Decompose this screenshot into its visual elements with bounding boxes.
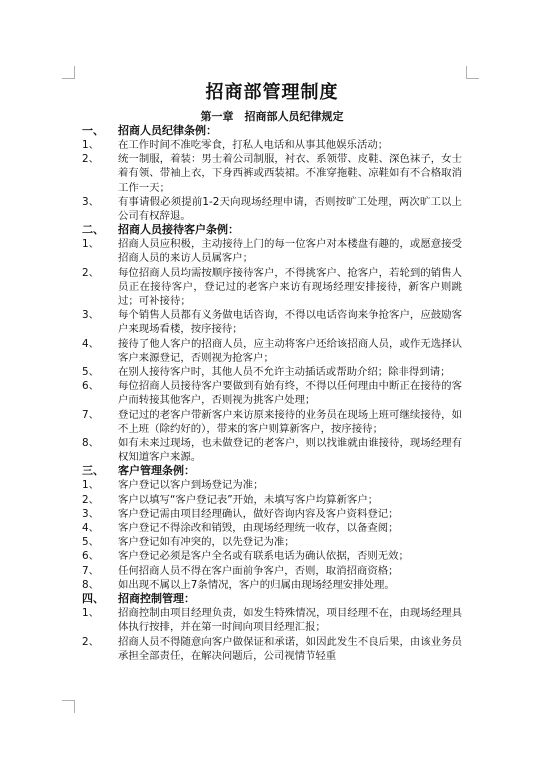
item-number: 4、 xyxy=(82,522,100,535)
item-text: 客户登记以客户到场登记为准； xyxy=(118,479,264,492)
list-item xyxy=(82,564,462,578)
item-text: 统一制服，着装：男士着公司制服，衬衣、系领带、皮鞋、深色袜子，女士着有领、带袖上衣，下身西裤或西装裙。不准穿拖鞋、凉鞋如有不合格取消工作一天； xyxy=(118,153,462,194)
crop-mark-top-right xyxy=(466,66,479,79)
crop-mark-top-left xyxy=(62,66,75,79)
list-item xyxy=(82,195,462,223)
item-number: 4、 xyxy=(82,337,100,350)
item-number: 7、 xyxy=(82,564,100,577)
section-title: 招商人员纪律条例： xyxy=(118,124,217,137)
list-item xyxy=(82,635,462,663)
list-item xyxy=(82,138,462,152)
item-number: 6、 xyxy=(82,550,100,563)
list-item xyxy=(82,578,462,592)
item-number: 2、 xyxy=(82,635,100,648)
list-item xyxy=(82,337,462,365)
item-number: 1、 xyxy=(82,139,100,151)
item-text: 客户以填写“客户登记表”开始，未填写客户均算新客户； xyxy=(118,493,379,506)
item-number: 2、 xyxy=(82,493,100,506)
item-number: 2、 xyxy=(82,266,100,279)
item-number: 2、 xyxy=(82,153,100,166)
list-item xyxy=(82,365,462,379)
section-number: 三、 xyxy=(82,464,104,478)
item-text: 每个销售人员都有义务做电话咨询，不得以电话咨询来争抢客户，应鼓励客户来现场看楼，按序接待； xyxy=(118,309,462,336)
item-text: 在工作时间不准吃零食，打私人电话和从事其他娱乐活动； xyxy=(118,139,389,151)
item-number: 8、 xyxy=(82,578,100,591)
item-number: 1、 xyxy=(82,479,100,492)
sections-container xyxy=(82,124,462,663)
section-number: 四、 xyxy=(82,592,104,606)
crop-mark-bottom-left xyxy=(62,700,75,713)
item-text: 登记过的老客户带新客户来访原来接待的业务员在现场上班可继续接待，如不上班（除约好的），带来的客户则算新客户，按序接待； xyxy=(118,408,462,435)
section-heading xyxy=(82,464,462,478)
section-title: 招商控制管理： xyxy=(118,592,195,606)
section-number: 二、 xyxy=(82,223,104,237)
item-text: 每位招商人员均需按顺序接待客户，不得挑客户、抢客户，若轮到的销售人员正在接待客户，登记过的老客户来访有现场经理安排接待，新客户则跳过；可补接待； xyxy=(118,266,462,308)
item-text: 在别人接待客户时，其他人员不允许主动插话或帮助介绍；除非得到请； xyxy=(118,366,451,379)
list-item xyxy=(82,493,462,507)
list-item xyxy=(82,379,462,407)
item-text: 有事请假必须提前1-2天向现场经理申请，否则按旷工处理，两次旷工以上公司有权辞退。 xyxy=(118,195,462,223)
section-heading xyxy=(82,223,462,237)
item-number: 8、 xyxy=(82,437,100,450)
item-text: 客户登记如有冲突的，以先登记为准； xyxy=(118,536,295,549)
item-text: 招商控制由项目经理负责，如发生特殊情况，项目经理不在，由现场经理具体执行按排，并在第一时间向项目经理汇报； xyxy=(118,607,462,634)
item-text: 客户登记不得涂改和销毁，由现场经理统一收存，以备查阅； xyxy=(118,522,399,535)
item-number: 1、 xyxy=(82,238,100,251)
list-item xyxy=(82,549,462,563)
list-item xyxy=(82,152,462,195)
item-text: 如出现不属以上7条情况，客户的归属由现场经理安排处理。 xyxy=(118,578,395,591)
item-text: 客户登记需由项目经理确认，做好咨询内容及客户资料登记； xyxy=(118,507,399,520)
item-text: 每位招商人员接待客户要做到有始有终，不得以任何理由中断正在接待的客户而转接其他客户，否则视为挑客户处理； xyxy=(118,380,462,407)
item-number: 3、 xyxy=(82,309,100,322)
item-number: 5、 xyxy=(82,536,100,549)
section-title: 招商人员接待客户条例： xyxy=(118,223,239,237)
item-text: 客户登记必须是客户全名或有联系电话为确认依据，否则无效； xyxy=(118,550,409,563)
list-item xyxy=(82,507,462,521)
list-item xyxy=(82,237,462,265)
list-item xyxy=(82,266,462,309)
item-number: 6、 xyxy=(82,380,100,393)
document-title: 招商部管理制度 xyxy=(205,82,339,103)
list-item xyxy=(82,436,462,464)
list-item xyxy=(82,308,462,336)
list-item xyxy=(82,521,462,535)
item-text: 任何招商人员不得在客户面前争客户，否则，取消招商资格； xyxy=(118,564,399,577)
section-title: 客户管理条例： xyxy=(118,464,195,478)
item-text: 招商人员应积极，主动接待上门的每一位客户对本楼盘有趣的，或愿意接受招商人员的来访人员属客户； xyxy=(118,238,462,265)
section-number: 一、 xyxy=(82,124,104,137)
item-text: 接待了他人客户的招商人员，应主动将客户还给该招商人员，或作无选择认客户来源登记，否则视为抢客户； xyxy=(118,337,462,364)
section-heading xyxy=(82,592,462,606)
item-number: 3、 xyxy=(82,507,100,520)
list-item xyxy=(82,535,462,549)
item-number: 5、 xyxy=(82,366,100,379)
list-item xyxy=(82,408,462,436)
item-number: 3、 xyxy=(82,195,100,208)
item-text: 招商人员不得随意向客户做保证和承诺，如因此发生不良后果，由该业务员承担全部责任，在解决问题后，公司视情节轻重 xyxy=(118,635,462,662)
list-item xyxy=(82,478,462,492)
item-number: 1、 xyxy=(82,607,100,620)
list-item xyxy=(82,606,462,634)
section-heading xyxy=(82,124,462,138)
item-text: 如有未来过现场，也未做登记的老客户，则以找谁就由谁接待，现场经理有权知道客户来源。 xyxy=(118,437,462,464)
chapter-heading: 第一章 招商部人员纪律规定 xyxy=(200,110,344,123)
item-number: 7、 xyxy=(82,408,100,421)
document-body xyxy=(82,80,462,663)
